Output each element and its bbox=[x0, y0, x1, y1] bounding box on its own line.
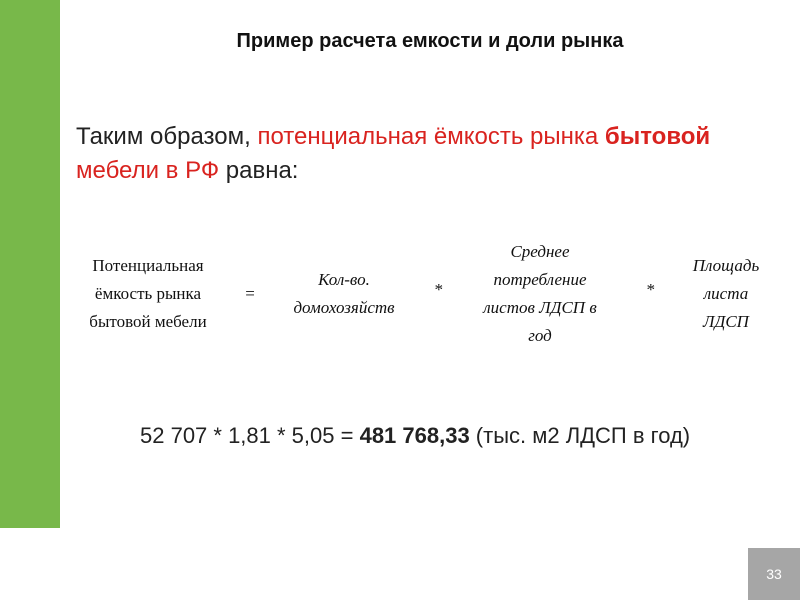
formula-term-households bbox=[268, 266, 420, 322]
formula-multiply-2-sign: * bbox=[645, 280, 655, 299]
formula-term-capacity-text: Потенциальная ёмкость рынка бытовой мебели bbox=[89, 256, 207, 331]
formula-term-capacity bbox=[64, 252, 232, 336]
calculation-unit: (тыс. м2 ЛДСП в год) bbox=[469, 423, 691, 448]
intro-highlight-furniture: мебели в РФ bbox=[76, 157, 220, 184]
accent-bar bbox=[0, 0, 60, 528]
formula-term-consumption-text: Среднее потребление листов ЛДСП в год bbox=[483, 242, 597, 345]
intro-part1: Таким образом, bbox=[76, 123, 258, 150]
calculation-result: 481 768,33 bbox=[359, 423, 470, 448]
formula-multiply-1-sign: * bbox=[433, 280, 443, 299]
formula-equals bbox=[236, 280, 264, 308]
intro-part5: равна: bbox=[219, 157, 299, 184]
formula-term-households-text: Кол-во. домохозяйств bbox=[293, 270, 395, 317]
slide-title: Пример расчета емкости и доли рынка bbox=[236, 30, 624, 52]
calculation-expression: 52 707 * 1,81 * 5,05 = bbox=[140, 423, 360, 448]
formula-multiply-1 bbox=[426, 276, 450, 304]
formula-term-sheet-area bbox=[668, 252, 784, 336]
formula-multiply-2 bbox=[638, 276, 662, 304]
formula-equals-sign: = bbox=[245, 284, 255, 303]
page-number: 33 bbox=[748, 548, 800, 600]
intro-highlight-capacity: потенциальная ёмкость рынка bbox=[257, 123, 599, 150]
intro-highlight-household: бытовой bbox=[604, 123, 711, 150]
formula-term-sheet-area-text: Площадь листа ЛДСП bbox=[692, 256, 760, 331]
formula-term-consumption bbox=[458, 238, 622, 350]
calculation-line bbox=[76, 420, 786, 452]
intro-text bbox=[76, 120, 776, 188]
